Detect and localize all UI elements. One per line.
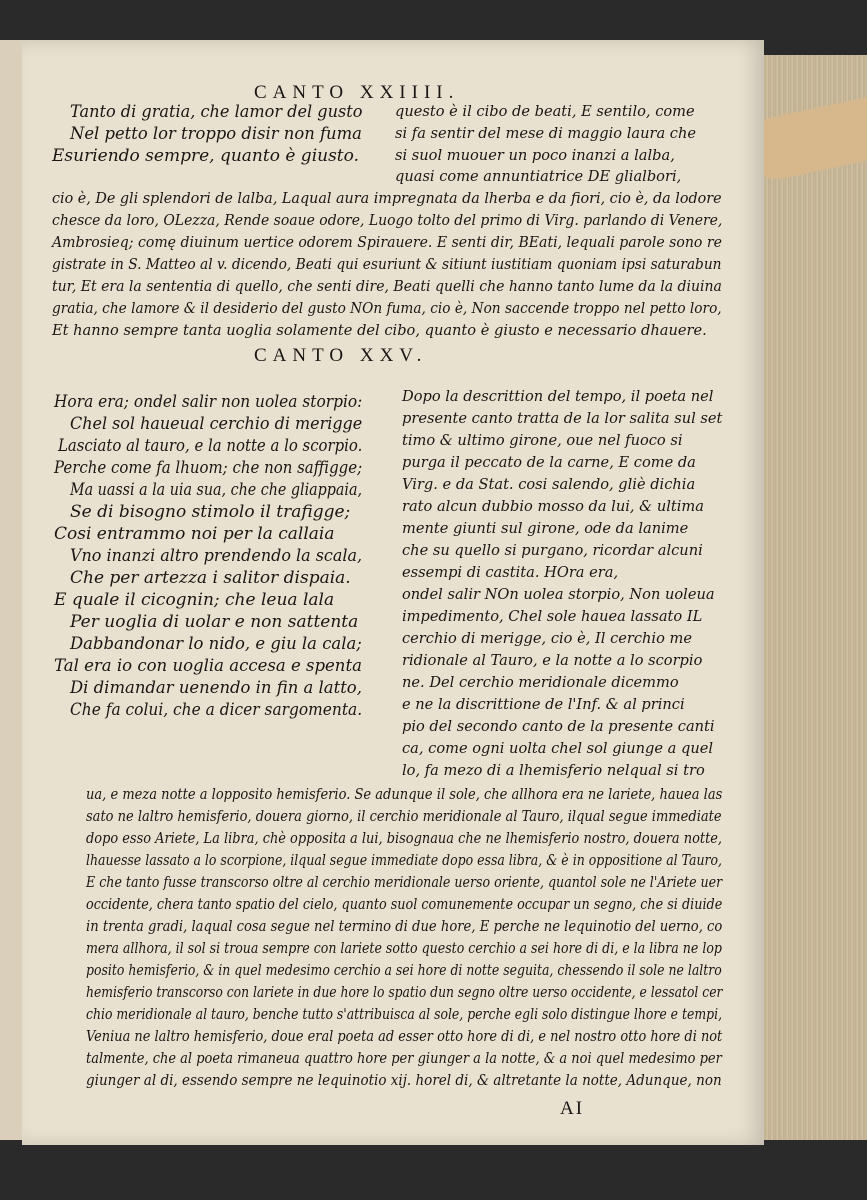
commentary-line: quasi come annuntiatrice DE glialbori, <box>395 168 682 185</box>
commentary-line: mera allhora, il sol si troua sempre con lariete sotto questo cerchio a sei hore di di, e la libra ne lop <box>86 940 722 957</box>
commentary-line: cio è, De gli splendori de lalba, Laqual aura impregnata da lherba e da fiori, cio è, da lodore <box>52 190 722 207</box>
commentary-line: Ambrosieq; comę diuinum uertice odorem Spirauere. E senti dir, BEati, lequali parole sono re <box>52 234 722 251</box>
verse-line: Hora era; ondel salir non uolea storpio: <box>54 392 363 412</box>
commentary-line: ua, e meza notte a lopposito hemisferio. Se adunque il sole, che allhora era ne lariete, hauea las <box>86 786 723 803</box>
verse-line: Che per artezza i salitor dispaia. <box>70 568 351 588</box>
commentary-line: questo è il cibo de beati, E sentilo, come <box>395 103 695 120</box>
commentary-line: hemisferio transcorso con lariete in due hore lo spatio dun segno oltre uerso occidente, e lessatol cer <box>86 984 723 1001</box>
commentary-line: posito hemisferio, & in quel medesimo cerchio a sei hore di notte seguita, chessendo il sole ne laltro <box>86 962 722 979</box>
commentary-line: giunger al di, essendo sempre ne lequinotio xij. horel di, & altretante la notte, Adunque, non <box>86 1072 722 1089</box>
verse-line: Perche come fa lhuom; che non saffigge; <box>54 458 363 478</box>
commentary-line: che su quello si purgano, ricordar alcuni <box>402 542 703 559</box>
verse-line: Nel petto lor troppo disir non fuma <box>70 124 362 144</box>
commentary-line: pio del secondo canto de la presente canti <box>402 718 715 735</box>
verse-line: Che fa colui, che a dicer sargomenta. <box>70 700 363 720</box>
commentary-line: lo, fa mezo di a lhemisferio nelqual si tro <box>402 762 705 779</box>
commentary-line: tur, Et era la sententia di quello, che senti dire, Beati quelli che hanno tanto lume da la diuina <box>52 278 722 295</box>
commentary-line: rato alcun dubbio mosso da lui, & ultima <box>402 498 704 515</box>
book-page <box>22 40 764 1145</box>
verse-line: Tal era io con uoglia accesa e spenta <box>54 656 362 676</box>
commentary-line: ridionale al Tauro, e la notte a lo scorpio <box>402 652 703 669</box>
commentary-line: occidente, chera tanto spatio del cielo, quanto suol comunemente occupar un segno, che si diuide <box>86 896 723 913</box>
commentary-line: dopo esso Ariete, La libra, chè opposita a lui, bisognaua che ne lhemisferio nostro, douera notte, <box>86 830 723 847</box>
verse-line: Di dimandar uenendo in fin a latto, <box>70 678 362 698</box>
commentary-line: Virg. e da Stat. cosi salendo, gliè dichia <box>402 476 696 493</box>
commentary-line: si fa sentir del mese di maggio laura che <box>395 125 696 142</box>
commentary-line: Veniua ne laltro hemisferio, doue eral poeta ad esser otto hore di di, e nel nostro otto hore di not <box>86 1028 723 1045</box>
commentary-line: impedimento, Chel sole hauea lassato IL <box>402 608 703 625</box>
verse-line: Lasciato al tauro, e la notte a lo scorpio. <box>58 436 363 456</box>
commentary-line: mente giunti sul girone, ode da lanime <box>402 520 689 537</box>
commentary-line: chio meridionale al tauro, benche tutto s'attribuisca al sole, perche egli solo distingue lhore e tempi, <box>86 1006 723 1023</box>
verse-line: Cosi entrammo noi per la callaia <box>54 524 335 544</box>
commentary-line: cerchio di merigge, cio è, Il cerchio me <box>402 630 692 647</box>
commentary-line: sato ne laltro hemisferio, douera giorno, il cerchio meridionale al Tauro, ilqual segue immediate <box>86 808 722 825</box>
commentary-line: ne. Del cerchio meridionale dicemmo <box>402 674 679 691</box>
commentary-line: gratia, che lamore & il desiderio del gusto NOn fuma, cio è, Non saccende troppo nel petto loro, <box>52 300 722 317</box>
verse-line: Tanto di gratia, che lamor del gusto <box>70 102 363 122</box>
verse-line: Se di bisogno stimolo il trafigge; <box>70 502 351 522</box>
commentary-line: lhauesse lassato a lo scorpione, ilqual segue immediate dopo essa libra, & è in oppositione al Tauro, <box>86 852 723 869</box>
canto-title-main: CANTO XXV. <box>254 345 428 366</box>
signature-mark: AI <box>560 1098 585 1119</box>
verse-line: Esuriendo sempre, quanto è giusto. <box>52 146 359 166</box>
verse-line: Ma uassi a la uia sua, che che gliappaia, <box>70 480 363 500</box>
canto-title-top: CANTO XXIIII. <box>254 82 460 103</box>
verse-line: Per uoglia di uolar e non sattenta <box>70 612 359 632</box>
commentary-line: essempi di castita. HOra era, <box>402 564 619 581</box>
commentary-line: ca, come ogni uolta chel sol giunge a quel <box>402 740 714 757</box>
commentary-line: chesce da loro, OLezza, Rende soaue odore, Luogo tolto del primo di Virg. parlando di Venere, <box>52 212 723 229</box>
verse-line: Vno inanzi altro prendendo la scala, <box>70 546 363 566</box>
commentary-line: E che tanto fusse transcorso oltre al cerchio meridionale uerso oriente, quantol sole ne l'Ariete uer <box>86 874 723 891</box>
verse-line: Chel sol haueual cerchio di merigge <box>70 414 363 434</box>
commentary-line: Dopo la descrittion del tempo, il poeta nel <box>402 388 714 405</box>
commentary-line: presente canto tratta de la lor salita sul set <box>402 410 723 427</box>
commentary-line: ondel salir NOn uolea storpio, Non uoleua <box>402 586 715 603</box>
book-fore-edge <box>764 55 867 1140</box>
commentary-line: timo & ultimo girone, oue nel fuoco si <box>402 432 683 449</box>
commentary-line: purga il peccato de la carne, E come da <box>402 454 696 471</box>
commentary-line: Et hanno sempre tanta uoglia solamente del cibo, quanto è giusto e necessario dhauere. <box>52 322 707 339</box>
commentary-line: gistrate in S. Matteo al v. dicendo, Beati qui esuriunt & sitiunt iustitiam quoniam ipsi saturabun <box>52 256 722 273</box>
commentary-line: in trenta gradi, laqual cosa segue nel termino di due hore, E perche ne lequinotio del uerno, co <box>86 918 723 935</box>
commentary-line: talmente, che al poeta rimaneua quattro hore per giunger a la notte, & a noi quel medesimo per <box>86 1050 722 1067</box>
commentary-line: e ne la discrittione de l'Inf. & al princi <box>402 696 685 713</box>
commentary-line: si suol muouer un poco inanzi a lalba, <box>395 147 675 164</box>
verse-line: Dabbandonar lo nido, e giu la cala; <box>70 634 362 654</box>
verse-line: E quale il cicognin; che leua lala <box>54 590 335 610</box>
